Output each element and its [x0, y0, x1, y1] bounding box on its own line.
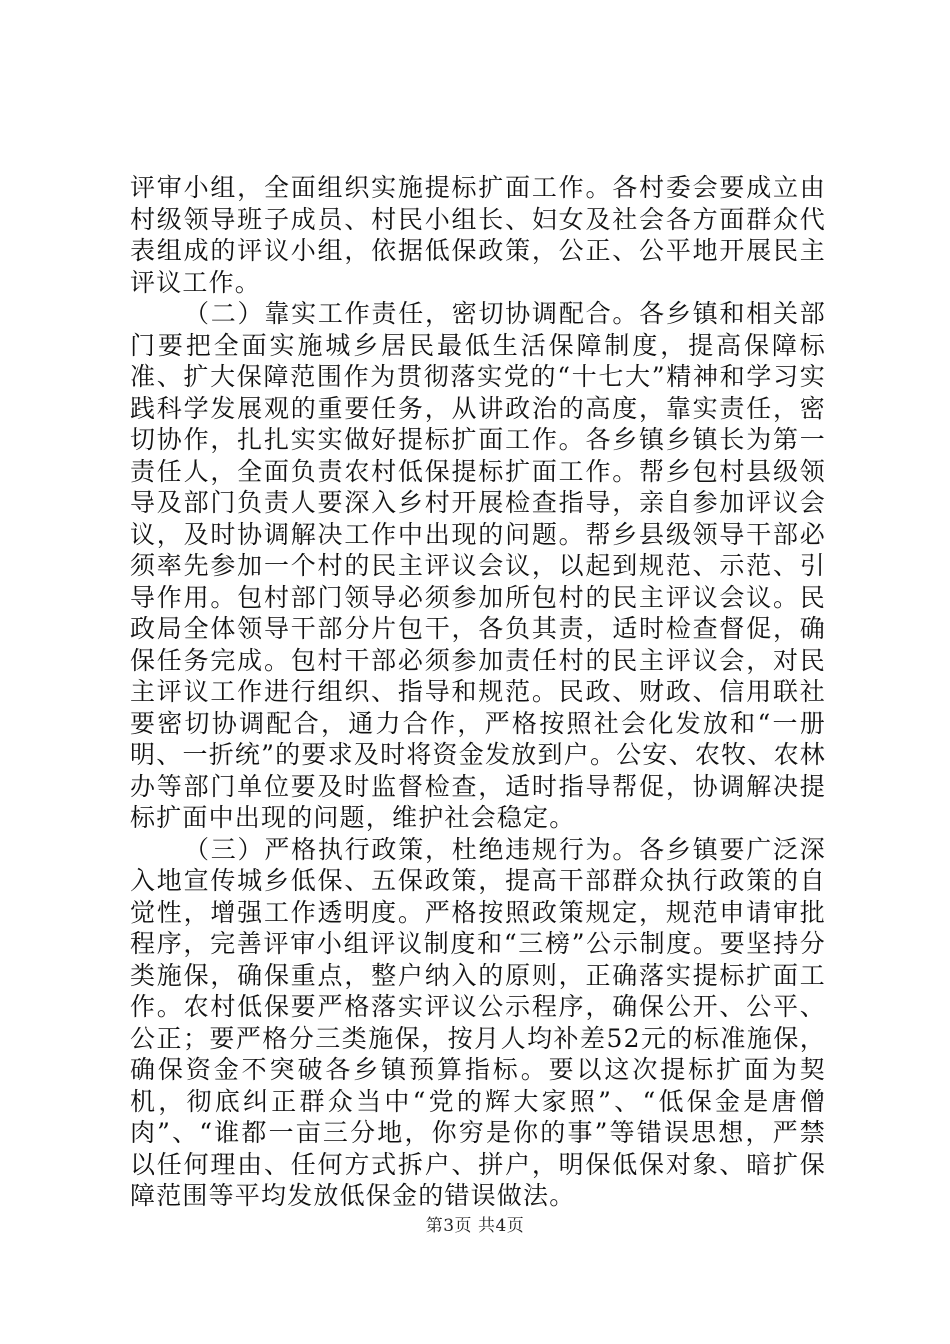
paragraph-section-2: （二）靠实工作责任，密切协调配合。各乡镇和相关部门要把全面实施城乡居民最低生活保障制度，提高保障标准、扩大保障范围作为贯彻落实党的“十七大”精神和学习实践科学发展观的重要任务，从讲政治的高度，靠实责任，密切协作，扎扎实实做好提标扩面工作。各乡镇乡镇长为第一责任人，全面负责农村低保提标扩面工作。帮乡包村县级领导及部门负责人要深入乡村开展检查指导，亲自参加评议会议，及时协调解决工作中出现的问题。帮乡县级领导干部必须率先参加一个村的民主评议会议，以起到规范、示范、引导作用。包村部门领导必须参加所包村的民主评议会议。民政局全体领导干部分片包干，各负其责，适时检查督促，确保任务完成。包村干部必须参加责任村的民主评议会，对民主评议工作进行组织、指导和规范。民政、财政、信用联社要密切协调配合，通力合作，严格按照社会化发放和“一册明、一折统”的要求及时将资金发放到户。公安、农牧、农林办等部门单位要及时监督检查，适时指导帮促，协调解决提标扩面中出现的问题，维护社会稳定。	[130, 299, 826, 832]
page-footer	[0, 1215, 950, 1237]
paragraph-continued: 评审小组，全面组织实施提标扩面工作。各村委会要成立由村级领导班子成员、村民小组长、妇女及社会各方面群众代表组成的评议小组，依据低保政策，公正、公平地开展民主评议工作。	[130, 173, 826, 297]
paragraph-section-3: （三）严格执行政策，杜绝违规行为。各乡镇要广泛深入地宣传城乡低保、五保政策，提高干部群众执行政策的自觉性，增强工作透明度。严格按照政策规定，规范申请审批程序，完善评审小组评议制度和“三榜”公示制度。要坚持分类施保，确保重点，整户纳入的原则，正确落实提标扩面工作。农村低保要严格落实评议公示程序，确保公开、公平、公正；要严格分三类施保，按月人均补差52元的标准施保，确保资金不突破各乡镇预算指标。要以这次提标扩面为契机，彻底纠正群众当中“党的辉大家照”、“低保金是唐僧肉”、“谁都一亩三分地，你穷是你的事”等错误思想，严禁以任何理由、任何方式拆户、拼户，明保低保对象、暗扩保障范围等平均发放低保金的错误做法。	[130, 834, 826, 1210]
page-number-label: 第3页 共4页	[425, 1216, 525, 1236]
document-body	[130, 172, 826, 1212]
